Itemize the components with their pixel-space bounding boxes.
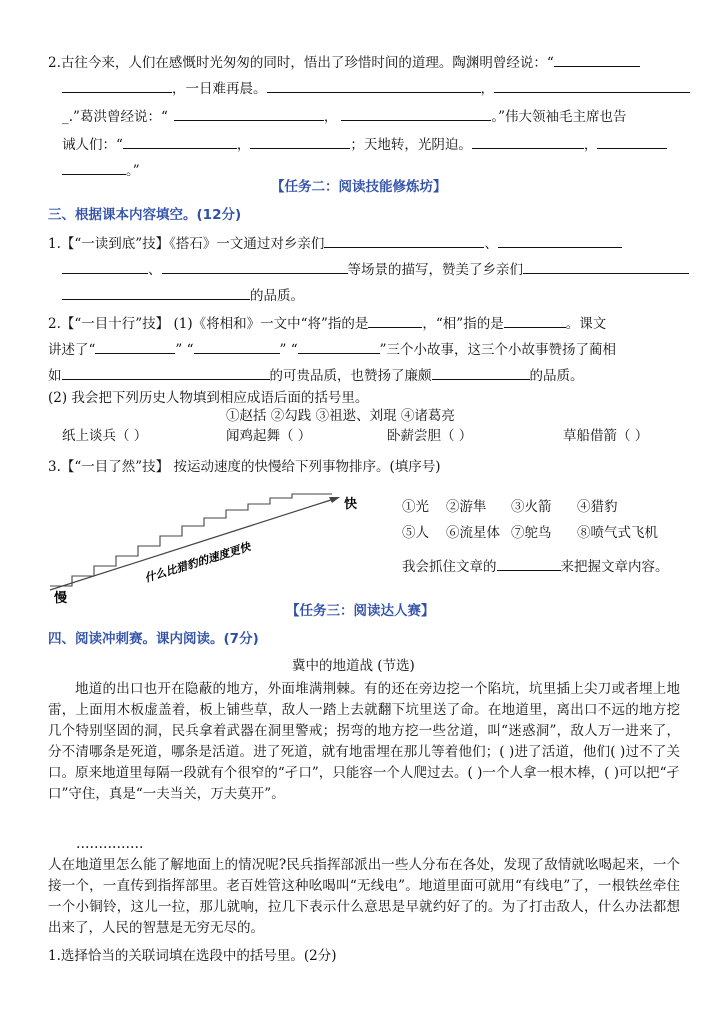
task2-heading: 【任务二：阅读技能修炼坊】 xyxy=(271,179,447,195)
q2-text: 。”伟大领袖毛主席也告 xyxy=(491,109,627,125)
s3q2-sub2: (2) 我会把下列历史人物填到相应成语后面的括号里。 xyxy=(48,390,369,406)
q2-text: ，一日难再晨。 xyxy=(172,81,267,97)
q4-1: 1.选择恰当的关联词填在选段中的括号里。(2分) xyxy=(48,948,337,964)
idiom-3: 卧薪尝胆（ ） xyxy=(387,428,473,444)
fast-label: 快 xyxy=(344,497,358,512)
blank[interactable] xyxy=(62,78,172,93)
speed-arrow xyxy=(50,499,334,590)
q2-line4: 诫人们：“ ， ；天地转，光阴迫。 ， xyxy=(62,134,667,155)
blank[interactable] xyxy=(250,134,350,149)
blank[interactable] xyxy=(472,134,584,149)
q2-line3: _.”葛洪曾经说：“ ， 。”伟大领袖毛主席也告 xyxy=(62,106,627,127)
s3q1-line1: 1.【“一读到底”技】《搭石》一文通过对乡亲们 、 xyxy=(48,233,622,254)
blank[interactable] xyxy=(324,233,484,248)
section4-heading: 四、阅读冲刺赛。课内阅读。(7分) xyxy=(48,631,259,647)
option-6: ⑥流星体 xyxy=(446,525,500,541)
blank[interactable] xyxy=(298,339,380,354)
speed-staircase-figure xyxy=(42,486,372,606)
passage-paragraph-1: 地道的出口也开在隐蔽的地方，外面堆满荆棘。有的还在旁边挖一个陷坑，坑里插上尖刀或者埋上地雷，上面用木板虚盖着，板上铺些草，敌人一踏上去就翻下坑里送了命。在地道里，离出口不远的地方挖几个特别坚固的洞，民兵拿着武器在洞里警戒；拐弯的地方挖一些岔道，叫“迷惑洞”，敌人万一进来了，分不清哪条是死道，哪条是活道。进了死道，就有地雷埋在那儿等着他们；( )进了活道，他们( )过不了关口。原来地道里每隔一段就有个很窄的“孑口”，只能容一个人爬过去。( )一个人拿一根木棒，( )可以把“孑口”守住，真是“一夫当关，万夫莫开”。 xyxy=(48,681,680,802)
s3q2-line3: 如 的可贵品质，也赞扬了廉颇 的品质。 xyxy=(48,365,584,386)
people-list: ①赵括 ②勾践 ③祖逖、刘琨 ④诸葛亮 xyxy=(226,408,455,424)
option-8: ⑧喷气式飞机 xyxy=(577,525,658,541)
idiom-4: 草船借箭（ ） xyxy=(563,428,649,444)
option-3: ③火箭 xyxy=(511,499,552,515)
section3-heading: 三、根据课本内容填空。(12分) xyxy=(48,207,242,223)
q2-line1 xyxy=(48,52,640,73)
option-1: ①光 xyxy=(402,499,429,515)
idiom-2: 闻鸡起舞（ ） xyxy=(226,428,312,444)
idiom-1: 纸上谈兵（ ） xyxy=(62,428,148,444)
blank[interactable] xyxy=(174,106,324,121)
option-4: ④猎豹 xyxy=(577,499,618,515)
blank[interactable] xyxy=(498,233,622,248)
q2-line5: 。” xyxy=(62,160,140,181)
blank[interactable] xyxy=(62,160,126,175)
blank[interactable] xyxy=(494,78,690,93)
q2-text: _.”葛洪曾经说：“ xyxy=(62,109,168,125)
task3-heading: 【任务三：阅读达人赛】 xyxy=(286,603,435,619)
passage-title: 冀中的地道战 (节选) xyxy=(292,658,415,674)
blank[interactable] xyxy=(368,313,422,328)
blank[interactable] xyxy=(504,313,566,328)
blank[interactable] xyxy=(162,259,348,274)
blank[interactable] xyxy=(62,285,250,300)
blank[interactable] xyxy=(123,134,237,149)
s3q2-line2: 讲述了“ ” “ ” “ ”三个小故事，这三个小故事赞扬了蔺相 xyxy=(48,339,616,360)
option-5: ⑤人 xyxy=(402,525,429,541)
option-2: ②游隼 xyxy=(446,499,487,515)
blank[interactable] xyxy=(267,78,481,93)
q2-text: 2.古往今来，人们在感慨时光匆匆的同时，悟出了珍惜时间的道理。陶渊明曾经说：“ xyxy=(48,55,554,71)
blank[interactable] xyxy=(95,339,175,354)
blank[interactable] xyxy=(597,134,667,149)
blank[interactable] xyxy=(523,259,689,274)
s3q1-line3: 的品质。 xyxy=(62,285,304,306)
blank[interactable] xyxy=(62,365,270,380)
blank[interactable] xyxy=(194,339,280,354)
blank[interactable] xyxy=(554,52,640,67)
passage-paragraph-2: 人在地道里怎么能了解地面上的情况呢?民兵指挥部派出一些人分布在各处，发现了敌情就吆喝起来，一个接一个，一直传到指挥部里。老百姓管这种吆喝叫“无线电”。地道里面可就用“有线电”了，一根铁丝牵住一个小铜铃，这儿一拉，那儿就响，拉几下表示什么意思是早就约好了的。为了打击敌人，什么办法都想出来了，人民的智慧是无穷无尽的。 xyxy=(48,857,680,936)
arrow-head-icon xyxy=(329,497,340,503)
s3q2-line1: 2.【“一目十行”技】 (1)《将相和》一文中“将”指的是 ，“相”指的是 。课文 xyxy=(48,313,606,334)
stair-caption: 什么比猎豹的速度更快 xyxy=(143,540,253,585)
blank[interactable] xyxy=(432,365,530,380)
blank[interactable] xyxy=(62,259,148,274)
q2-line2: ，一日难再晨。 ， xyxy=(62,78,690,99)
s3q3-line: 3.【“一目了然”技】 按运动速度的快慢给下列事物排序。(填序号) xyxy=(48,459,441,475)
option-7: ⑦鸵鸟 xyxy=(511,525,552,541)
grasp-line: 我会抓住文章的 来把握文章内容。 xyxy=(402,556,669,577)
s3q1-line2: 、 等场景的描写，赞美了乡亲们 xyxy=(62,259,689,280)
blank[interactable] xyxy=(341,106,491,121)
ellipsis: …………… xyxy=(76,836,144,852)
blank[interactable] xyxy=(497,556,561,571)
slow-label: 慢 xyxy=(54,591,68,606)
